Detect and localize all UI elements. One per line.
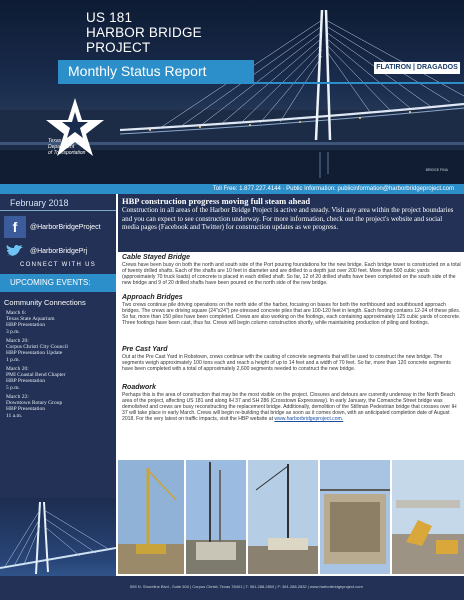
month-divider [0,210,116,211]
title-line-1: US 181 [86,10,133,25]
facebook-link[interactable] [4,216,101,238]
project-title [86,10,202,55]
lead-body: Construction in all areas of the Harbor Bridge Project is active and steady. Visit any area within the project boundaries and you can expect to see construction underway. For more information, check out the project's website and social media pages (Facebook and Twitter) for construction updates as we progress. [122,206,454,232]
event-item [6,338,68,363]
issue-month: February 2018 [10,198,69,208]
header-banner [0,0,464,184]
footer [0,576,464,600]
photo-credit: BRIDGE FINA [425,168,448,172]
photo-precast-segment [320,460,390,574]
section-title: Cable Stayed Bridge [122,254,191,261]
contact-strip: Toll Free: 1.877.227.4144 · Public Information: publicinformation@harborbridgeproject.com [0,184,464,194]
event-line: Texas State Aquarium [6,316,55,323]
section-pre-cast-yard [122,346,462,372]
txdot-line-2: Department [48,144,75,150]
event-line: HBP Presentation [6,406,46,413]
section-body: Out at the Pre Cast Yard in Robstown, crews continue with the casting of concrete segments that will be used to construct the new bridge. The segments weigh approximately 100 tons each and reach a height of up to 14 feet and a width of 70 feet. So far, more than 120 concrete segments have been completed with a total of approximately 2,600 segments needed to construct the new bridge. [122,354,451,373]
event-item [6,394,62,419]
event-line: 1 p.m. [6,356,20,363]
event-date: March 6: [6,310,27,316]
facebook-icon[interactable]: f [4,216,26,238]
event-line: HBP Presentation [6,378,46,385]
section-body: Crews have been busy on both the north and south side of the Port pouring foundations for the new bridge. Each bridge tower is constructed on a total of twenty drilled shafts. Each of the shafts are 10 feet in diameter and are drilled to a depth just over 200 feet. More than 500 cubic yards (approximately 70 truck loads) of concrete is placed in each drilled shaft. So far, 12 of 20 drilled shafts have been completed on the south side of the new bridge and 9 of 20 drilled shafts have been poured on the north side of the new bridge. [122,262,461,287]
facebook-handle[interactable]: @HarborBridgeProject [30,223,101,231]
section-body: Two crews continue pile driving operations on the north side of the harbor, focusing on bases for both the northbound and southbound approach bridges. The crews are driving square (24"x24") pre-stressed concrete piles that are 100-120 feet in length. Each footing contains 12-24 of these piles. So far, more than 150 piles have been completed. Crews are also working on the footings, each containing approximately 125 cubic yards of concrete. Three footings have been cast, thus far. Crews will begin column construction shortly, while maintaining production of piling and footings. [122,302,461,327]
section-roadwork [122,384,462,422]
event-item [6,310,55,335]
event-line: PMI Coastal Bend Chapter [6,372,66,379]
section-title: Approach Bridges [122,294,183,301]
event-line: Downtown Rotary Group [6,400,63,407]
txdot-line-3: of Transportation [48,150,86,156]
event-line: Corpus Christi City Council [6,344,68,351]
connect-label: CONNECT WITH US [19,262,97,268]
report-title-banner [58,60,254,82]
txdot-line-1: Texas [48,138,62,144]
title-line-2: HARBOR BRIDGE [86,25,202,40]
lead-story [118,194,464,252]
event-line: 5 p.m. [6,384,20,391]
title-line-3: PROJECT [86,40,151,55]
photo-pile-driving [186,460,246,574]
community-connections-title: Community Connections [4,298,86,307]
photo-crane [248,460,318,574]
sidebar [0,194,116,600]
twitter-handle[interactable]: @HarborBridgePrj [30,247,88,255]
flatiron-dragados-logo: FLATIRON | DRAGADOS [374,62,460,74]
section-title: Roadwork [122,384,156,391]
photo-strip [118,460,464,574]
photo-roadwork-demolition [392,460,464,574]
report-underline [58,82,464,84]
event-line: 11 a.m. [6,412,23,419]
lead-title: HBP construction progress moving full steam ahead [122,196,311,206]
twitter-icon[interactable] [4,240,26,262]
section-title: Pre Cast Yard [122,346,168,353]
event-line: HBP Presentation [6,322,46,329]
event-date: March 20: [6,366,29,372]
event-item [6,366,65,391]
event-line: HBP Presentation Update [6,350,63,357]
twitter-link[interactable] [4,240,87,262]
footer-address: 555 N. Shoreline Blvd., Suite 500 | Corpus Christi, Texas 78401 | T: 361.288.2800 | F: 361.288.2832 | www.harborbridgeproject.com [130,584,363,589]
main-content [118,194,464,458]
photo-drilling-rig [118,460,184,574]
event-line: 3 p.m. [6,328,20,335]
section-approach-bridges [122,294,462,326]
txdot-wordmark [48,138,85,156]
upcoming-events-header: UPCOMING EVENTS: [0,274,116,292]
section-body [122,392,462,422]
event-date: March 20: [6,338,29,344]
website-link[interactable]: www.harborbridgeproject.com. [274,416,344,423]
report-title: Monthly Status Report [68,63,207,79]
section-cable-stayed [122,254,462,286]
event-date: March 22: [6,394,29,400]
section-body-text: Perhaps this is the area of construction that may be the most visible on the project. Closures and detours are currently underway in the North Beach area of the project, affecting US 181 and along IH 37 and SH 286 (Crosstown Expressway). In early January, the Comanche Street bridge was demolished and crews are busy reconstructing the replacement bridge. Additionally, demolition of the Stillman Pedestrian bridge that crosses over IH 37 will take place in early March. Crews will begin re-building that bridge as soon as it comes down, with an anticipated completion date of August 2018. For the very latest on traffic impacts, visit the HBP website at [122,392,457,423]
